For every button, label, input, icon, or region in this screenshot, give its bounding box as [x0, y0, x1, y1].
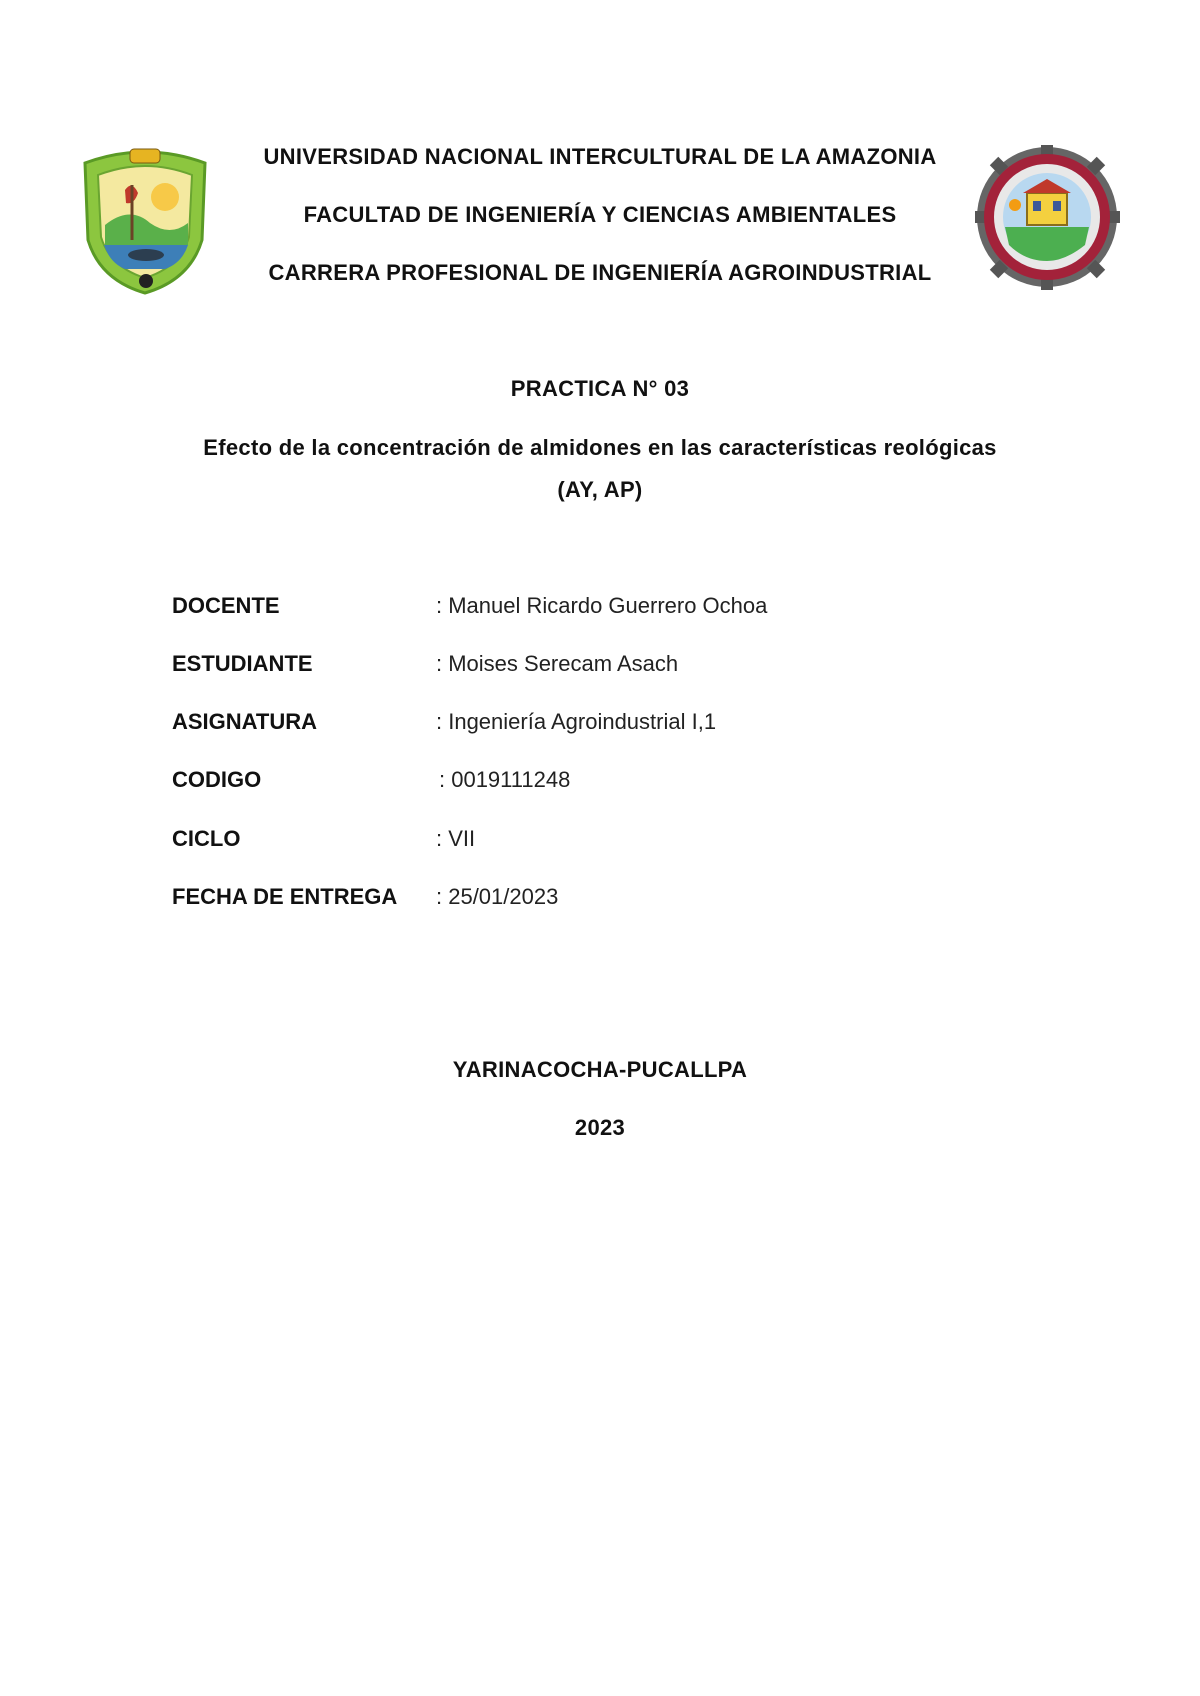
info-value: : Moises Serecam Asach: [436, 651, 679, 676]
practice-title: PRACTICA N° 03: [510, 376, 690, 401]
practice-topic-line-2: (AY, AP): [557, 477, 643, 502]
info-label: DOCENTE: [172, 593, 280, 618]
footer-year: 2023: [574, 1115, 626, 1140]
info-value: : Ingeniería Agroindustrial I,1: [436, 709, 717, 734]
university-name: UNIVERSIDAD NACIONAL INTERCULTURAL DE LA AMAZONIA: [263, 144, 937, 169]
info-label: CICLO: [172, 826, 241, 851]
career-name: CARRERA PROFESIONAL DE INGENIERÍA AGROINDUSTRIAL: [268, 260, 932, 285]
faculty-name: FACULTAD DE INGENIERÍA Y CIENCIAS AMBIENTALES: [303, 202, 897, 227]
info-label: ESTUDIANTE: [172, 651, 313, 676]
footer-place: YARINACOCHA-PUCALLPA: [452, 1057, 748, 1082]
info-label: CODIGO: [172, 767, 262, 792]
faculty-gear-seal-icon: [975, 145, 1120, 290]
info-value: : Manuel Ricardo Guerrero Ochoa: [436, 593, 768, 618]
university-shield-logo-icon: [70, 145, 220, 295]
practice-topic-line-1: Efecto de la concentración de almidones en las características reológicas: [203, 435, 997, 460]
info-label: FECHA DE ENTREGA: [172, 884, 398, 909]
info-value: : 0019111248: [439, 767, 571, 792]
info-value: : VII: [436, 826, 476, 851]
info-value: : 25/01/2023: [436, 884, 559, 909]
info-label: ASIGNATURA: [172, 709, 318, 734]
